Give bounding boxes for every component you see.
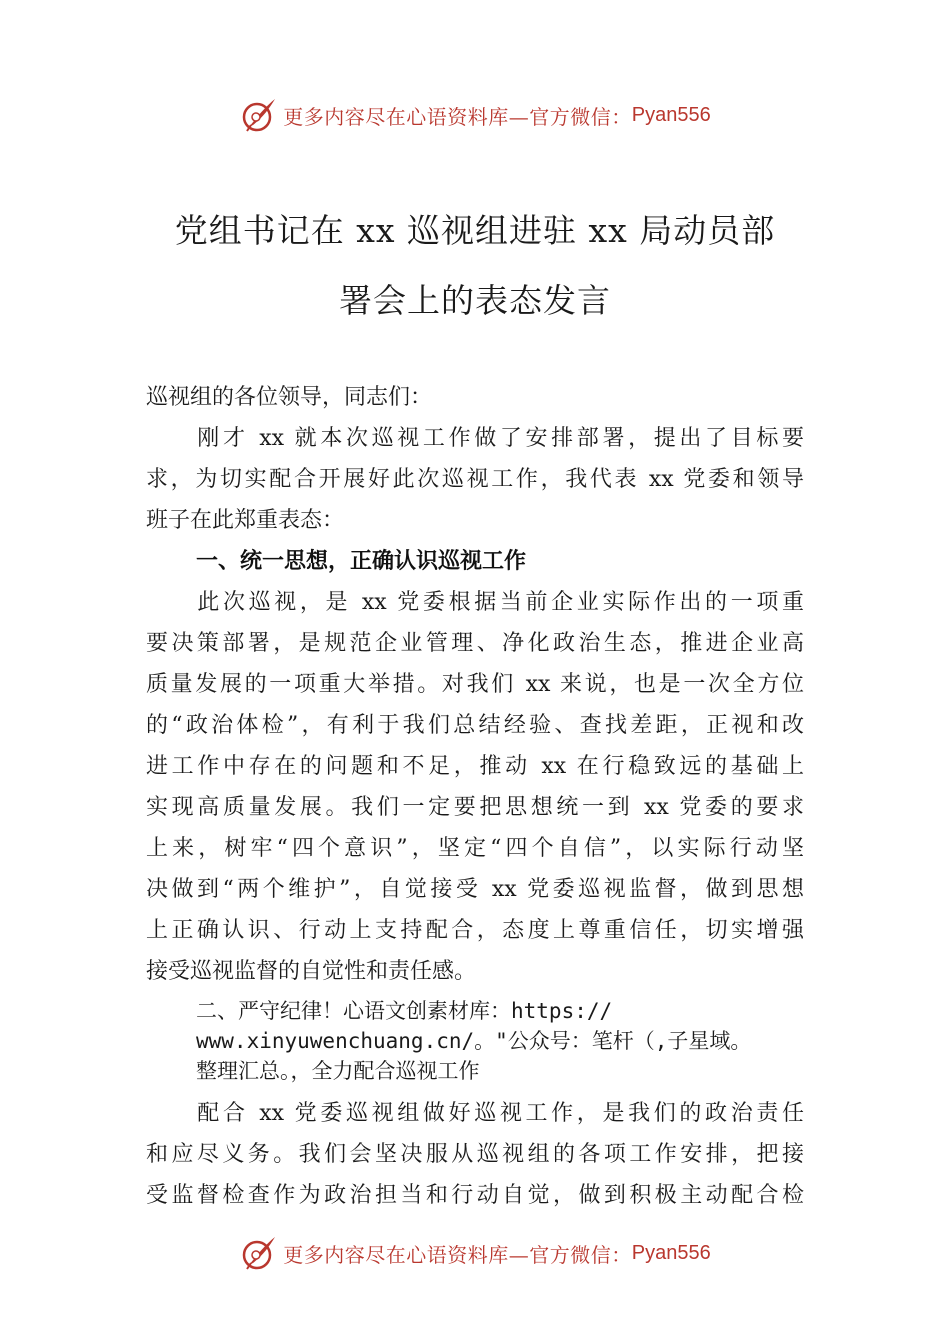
- section-heading-1: 一、统一思想，正确认识巡视工作: [196, 549, 527, 574]
- para1-line: 上来，树牢“四个意识”，坚定“四个自信”，以实际行动坚: [146, 836, 804, 861]
- document-title-line-1: 党组书记在 xx 巡视组进驻 xx 局动员部: [174, 211, 776, 250]
- section-heading-2-line: www.xinyuwenchuang.cn/。"公众号：笔杆（,子星域。: [196, 1029, 752, 1053]
- intro-line: 求，为切实配合开展好此次巡视工作，我代表 xx 党委和领导: [146, 467, 804, 492]
- para1-line: 接受巡视监督的自觉性和责任感。: [146, 959, 477, 984]
- para2-line: 受监督检查作为政治担当和行动自觉，做到积极主动配合检: [146, 1183, 804, 1208]
- para2-line: 和应尽义务。我们会坚决服从巡视组的各项工作安排，把接: [146, 1142, 804, 1167]
- banner-wechat-id: Pyan556: [631, 1241, 711, 1264]
- footer-banner: [0, 1233, 950, 1273]
- para1-line: 此次巡视，是 xx 党委根据当前企业实际作出的一项重: [146, 590, 804, 615]
- quill-logo-icon: [239, 95, 279, 135]
- banner-text: 更多内容尽在心语资料库—官方微信：: [283, 104, 632, 129]
- intro-line: 班子在此郑重表态：: [146, 508, 345, 533]
- para1-line: 的“政治体检”，有利于我们总结经验、查找差距，正视和改: [146, 713, 804, 738]
- document-title-line-2: 署会上的表态发言: [339, 281, 611, 320]
- greeting: 巡视组的各位领导，同志们：: [146, 385, 433, 410]
- para1-line: 质量发展的一项重大举措。对我们 xx 来说，也是一次全方位: [146, 672, 804, 697]
- para1-line: 决做到“两个维护”，自觉接受 xx 党委巡视监督，做到思想: [146, 877, 804, 902]
- header-banner: [0, 95, 950, 135]
- para1-line: 进工作中存在的问题和不足，推动 xx 在行稳致远的基础上: [146, 754, 804, 779]
- para2-line: 配合 xx 党委巡视组做好巡视工作，是我们的政治责任: [146, 1101, 804, 1126]
- section-heading-2-line: 整理汇总。，全力配合巡视工作: [196, 1059, 480, 1083]
- para1-line: 上正确认识、行动上支持配合，态度上尊重信任，切实增强: [146, 918, 804, 943]
- intro-line: 刚才 xx 就本次巡视工作做了安排部署，提出了目标要: [146, 426, 804, 451]
- section-heading-2-line: 二、严守纪律！心语文创素材库：https://: [196, 999, 613, 1023]
- quill-logo-icon: [239, 1233, 279, 1273]
- banner-text: 更多内容尽在心语资料库—官方微信：: [283, 1242, 632, 1267]
- para1-line: 实现高质量发展。我们一定要把思想统一到 xx 党委的要求: [146, 795, 804, 820]
- banner-wechat-id: Pyan556: [631, 103, 711, 126]
- para1-line: 要决策部署，是规范企业管理、净化政治生态，推进企业高: [146, 631, 804, 656]
